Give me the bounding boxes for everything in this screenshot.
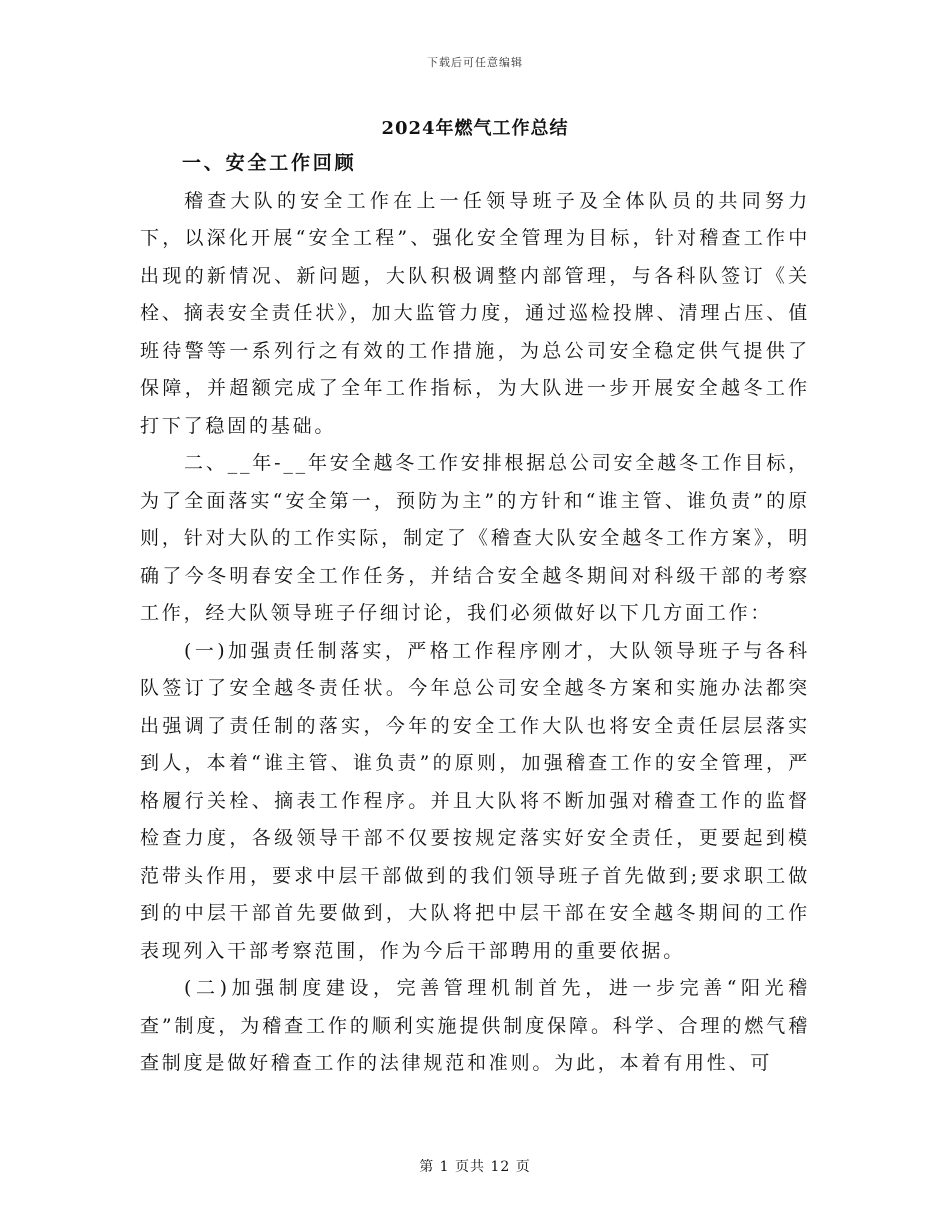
header-note: 下载后可任意编辑 — [427, 56, 523, 69]
paragraph-responsibility: (一)加强责任制落实，严格工作程序刚才，大队领导班子与各科队签订了安全越冬责任状。今年总公司安全越冬方案和实施办法都突出强调了责任制的落实，今年的安全工作大队也将安全责任层层落实到人，本着“谁主管、谁负责”的原则，加强稽查工作的安全管理，严格履行关栓、摘表工作程序。并且大队将不断加强对稽查工作的监督检查力度，各级领导干部不仅要按规定落实好安全责任，更要起到模范带头作用，要求中层干部做到的我们领导班子首先做到;要求职工做到的中层干部首先要做到，大队将把中层干部在安全越冬期间的工作表现列入干部考察范围，作为今后干部聘用的重要依据。 — [140, 639, 810, 962]
section-heading: 一、安全工作回顾 — [182, 152, 357, 174]
document-body — [140, 145, 810, 1083]
document-title: 2024年燃气工作总结 — [381, 118, 569, 139]
page-number: 第 1 页共 12 页 — [419, 1159, 531, 1175]
paragraph-safety-review: 稽查大队的安全工作在上一任领导班子及全体队员的共同努力下，以深化开展“安全工程”、强化安全管理为目标，针对稽查工作中出现的新情况、新问题，大队积极调整内部管理，与各科队签订《关栓、摘表安全责任状》，加大监管力度，通过巡检投牌、清理占压、值班待警等一系列行之有效的工作措施，为总公司安全稳定供气提供了保障，并超额完成了全年工作指标，为大队进一步开展安全越冬工作打下了稳固的基础。 — [140, 189, 810, 437]
paragraph-winter-arrangement: 二、__年-__年安全越冬工作安排根据总公司安全越冬工作目标，为了全面落实“安全第一，预防为主”的方针和“谁主管、谁负责”的原则，针对大队的工作实际，制定了《稽查大队安全越冬工作方案》，明确了今冬明春安全工作任务，并结合安全越冬期间对科级干部的考察工作，经大队领导班子仔细讨论，我们必须做好以下几方面工作： — [140, 452, 810, 624]
paragraph-system-building: (二)加强制度建设，完善管理机制首先，进一步完善“阳光稽查”制度，为稽查工作的顺利实施提供制度保障。科学、合理的燃气稽查制度是做好稽查工作的法律规范和准则。为此，本着有用性、可 — [140, 977, 810, 1074]
